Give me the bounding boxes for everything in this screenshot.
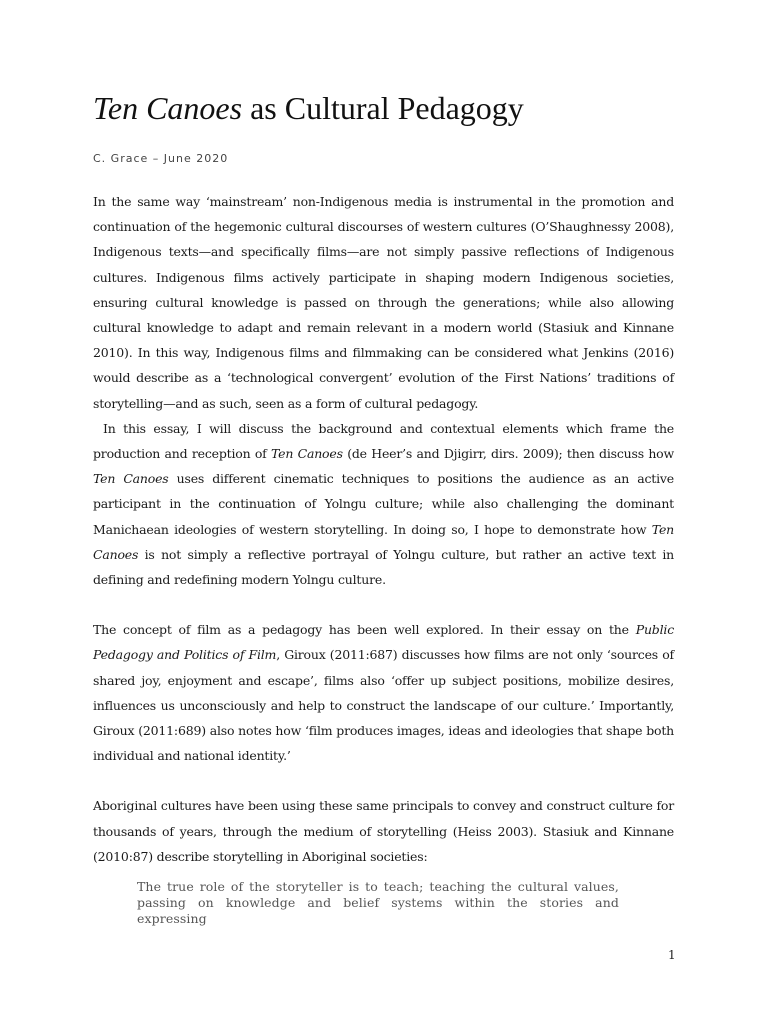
page-number: 1 [668, 948, 676, 962]
p3-text-1: The concept of film as a pedagogy has been well explored. In their essay on the [93, 622, 636, 638]
p3-text-2: , Giroux (2011:687) discusses how films are not only ‘sources of shared joy, enjoyment and escape’, films also ‘offer up subject positions, mobilize desires, influences us unconsciously and help to construct the landscape of our culture.’ Importantly, Giroux (2011:689) also notes how ‘film produces images, ideas and ideologies that shape both individual and national identity.’ [93, 647, 674, 764]
p3-essay-title: Public Pedagogy and Politics of Film [93, 622, 674, 663]
p2-text-1: In this essay, I will discuss the background and contextual elements which frame the production and reception of [93, 420, 674, 462]
document-page [93, 88, 674, 927]
byline: C. Grace – June 2020 [93, 152, 229, 165]
title-rest: as Cultural Pedagogy [242, 90, 524, 126]
p2-film-title-3: Ten Canoes [93, 521, 674, 562]
paragraph-1: In the same way ‘mainstream’ non-Indigenous media is instrumental in the promotion and continuation of the hegemonic cultural discourses of western cultures (O’Shaughnessy 2008), Indigenous texts—and specifically films—are not simply passive reflections of Indigenous cultures. Indigenous films actively participate in shaping modern Indigenous societies, ensuring cultural knowledge is passed on through the generations; while also allowing cultural knowledge to adapt and remain relevant in a modern world (Stasiuk and Kinnane 2010). In this way, Indigenous films and filmmaking can be considered what Jenkins (2016) would describe as a ‘technological convergent’ evolution of the First Nations’ traditions of storytelling—and as such, seen as a form of cultural pedagogy. [93, 194, 674, 411]
p2-text-3: uses different cinematic techniques to positions the audience as an active participant in the continuation of Yolngu culture; while also challenging the dominant Manichaean ideologies of western storytelling. In doing so, I hope to demonstrate how [93, 471, 674, 537]
p2-film-title-2: Ten Canoes [93, 471, 169, 487]
paragraph-2 [93, 416, 674, 592]
document-title [93, 88, 674, 128]
p2-film-title-1: Ten Canoes [270, 446, 343, 462]
paragraph-3 [93, 617, 674, 768]
p2-text-4: is not simply a reflective portrayal of Yolngu culture, but rather an active text in defining and redefining modern Yolngu culture. [93, 546, 674, 588]
paragraph-4: Aboriginal cultures have been using these same principals to convey and construct culture for thousands of years, through the medium of storytelling (Heiss 2003). Stasiuk and Kinnane (2010:87) describe storytelling in Aboriginal societies: [93, 798, 674, 864]
title-italic: Ten Canoes [93, 90, 243, 126]
block-quote: The true role of the storyteller is to teach; teaching the cultural values, passing on knowledge and belief systems within the stories and expressing [137, 879, 619, 927]
p2-text-2: (de Heer’s and Djigirr, dirs. 2009); then discuss how [342, 446, 674, 462]
